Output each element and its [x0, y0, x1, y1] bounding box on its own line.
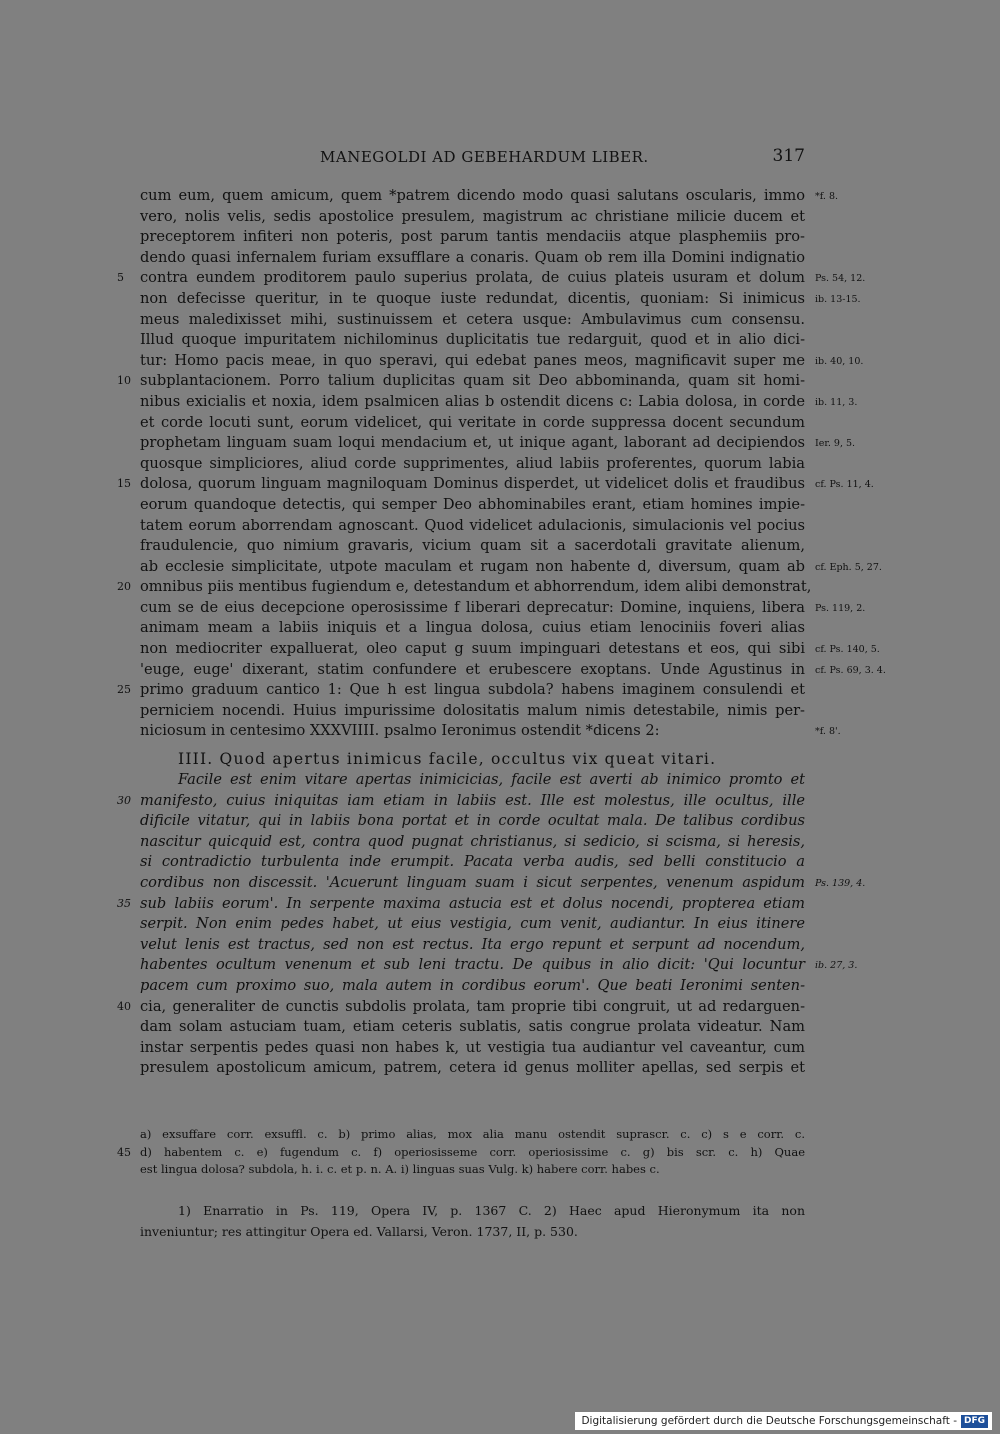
line-text: Illud quoque impuritatem nichilominus duplicitatis tue redarguit, quod et in alio dici- — [140, 331, 805, 349]
text-line — [117, 791, 805, 812]
critical-apparatus — [117, 1126, 805, 1179]
margin-reference: cf. Eph. 5, 27. — [815, 561, 882, 573]
text-line — [117, 577, 812, 598]
section-heading — [140, 742, 805, 770]
line-text: niciosum in centesimo XXXVIIII. psalmo Ieronimus ostendit *dicens 2: — [140, 722, 660, 740]
text-line — [140, 1221, 805, 1242]
running-title: MANEGOLDI AD GEBEHARDUM LIBER. — [320, 148, 649, 166]
text-line — [140, 770, 805, 791]
line-text: eorum quandoque detectis, qui semper Deo abhominabiles erant, etiam homines impie- — [140, 495, 805, 513]
margin-reference: Ps. 139, 4. — [815, 878, 866, 889]
line-text: tur: Homo pacis meae, in quo speravi, qui edebat panes meos, magnificavit super me — [140, 351, 805, 369]
line-text: dam solam astuciam tuam, etiam ceteris sublatis, satis congrue prolata videatur. Nam — [140, 1018, 805, 1036]
line-text: cum se de eius decepcione operosissime f liberari deprecatur: Domine, inquiens, libera — [140, 598, 805, 616]
text-line — [140, 598, 866, 619]
margin-reference: *f. 8. — [815, 191, 839, 202]
line-text: 1) Enarratio in Ps. 119, Opera IV, p. 1367 C. 2) Haec apud Hieronymum ita non — [178, 1203, 805, 1218]
line-text: nascitur quicquid est, contra quod pugnat christianus, si sedicio, si scisma, si heresis, — [140, 832, 805, 850]
line-text: manifesto, cuius iniquitas iam etiam in labiis est. Ille est molestus, ille ocultus, ille — [140, 791, 805, 809]
text-line — [140, 955, 858, 976]
text-line — [140, 832, 805, 853]
line-text: a) exsuffare corr. exsuffl. c. b) primo alias, mox alia manu ostendit suprascr. c. c) s e corr. c. — [140, 1127, 805, 1141]
text-line — [140, 516, 805, 537]
line-text: cum eum, quem amicum, quem *patrem dicendo modo quasi salutans oscularis, immo — [140, 187, 805, 204]
line-number: 5 — [117, 271, 124, 285]
line-text: et corde locuti sunt, eorum videlicet, qui veritate in corde suppressa docent secundum — [140, 413, 805, 431]
line-text: presulem apostolicum amicum, patrem, cetera id genus molliter apellas, sed serpis et — [140, 1059, 805, 1077]
text-line — [140, 721, 841, 742]
text-line — [117, 894, 805, 915]
line-text: si contradictio turbulenta inde erumpit. Pacata verba audis, sed belli constitucio a — [140, 853, 805, 871]
text-line — [140, 1200, 805, 1221]
line-text: habentes ocultum venenum et sub leni tractu. De quibus in alio dicit: 'Qui locuntur — [140, 956, 805, 974]
line-text: perniciem nocendi. Huius impurissime dolositatis malum nimis detestabile, nimis per- — [140, 701, 805, 719]
text-line — [140, 392, 858, 413]
text-line — [117, 997, 805, 1018]
margin-reference: ib. 40, 10. — [815, 355, 864, 367]
text-line — [140, 873, 866, 894]
text-line — [140, 310, 805, 331]
text-line — [140, 207, 805, 228]
line-text: dificile vitatur, qui in labiis bona portat et in corde ocultat mala. De talibus cordibus — [140, 812, 805, 830]
text-line — [140, 660, 886, 681]
source-references — [140, 1200, 805, 1242]
text-line — [140, 536, 805, 557]
line-number: 25 — [117, 683, 131, 697]
line-number: 30 — [117, 793, 131, 807]
line-number: 20 — [117, 580, 131, 594]
line-text: prophetam linguam suam loqui mendacium et, ut inique agant, laborant ad decipiendos — [140, 434, 805, 452]
line-text: IIII. Quod apertus inimicus facile, occultus vix queat vitari. — [178, 750, 717, 769]
line-number: 40 — [117, 999, 131, 1013]
margin-reference: ib. 13-15. — [815, 293, 861, 305]
text-line — [140, 639, 880, 660]
text-line — [140, 1126, 805, 1144]
dfg-logo: DFG — [961, 1415, 988, 1428]
text-line — [140, 852, 805, 873]
text-line — [117, 474, 874, 495]
line-text: animam meam a labiis iniquis et a lingua dolosa, cuius etiam lenociniis foveri alias — [140, 619, 805, 637]
page-number: 317 — [772, 146, 805, 166]
margin-reference: *f. 8'. — [815, 726, 841, 738]
text-line — [140, 1017, 805, 1038]
line-number: 10 — [117, 374, 131, 388]
line-text: cia, generaliter de cunctis subdolis prolata, tam proprie tibi congruit, ut ad redarguen- — [140, 997, 805, 1015]
line-text: est lingua dolosa? subdola, h. i. c. et p. n. A. i) linguas suas Vulg. k) habere corr. habes c. — [140, 1162, 660, 1176]
text-line — [140, 413, 805, 434]
text-line — [140, 811, 805, 832]
margin-reference: cf. Ps. 69, 3. 4. — [815, 664, 886, 676]
text-line — [140, 618, 805, 639]
line-text: nibus exicialis et noxia, idem psalmicen alias b ostendit dicens c: Labia dolosa, in corde — [140, 392, 805, 410]
line-text: cordibus non discessit. 'Acuerunt linguam suam i sicut serpentes, venenum aspidum — [140, 874, 805, 891]
text-line — [140, 1161, 805, 1179]
line-text: serpit. Non enim pedes habet, ut eius vestigia, cum venit, audiantur. In eius itinere — [140, 915, 805, 933]
text-line — [117, 680, 805, 701]
line-text: tatem eorum aborrendam agnoscant. Quod videlicet adulacionis, simulacionis vel pocius — [140, 516, 805, 534]
text-line — [140, 330, 805, 351]
line-text: fraudulencie, quo nimium gravaris, vicium quam sit a sacerdotali gravitate alienum, — [140, 537, 805, 555]
line-text: non mediocriter expalluerat, oleo caput g suum impinguari detestans et eos, qui sibi — [140, 640, 805, 658]
line-text: inveniuntur; res attingitur Opera ed. Vallarsi, Veron. 1737, II, p. 530. — [140, 1224, 578, 1239]
line-text: contra eundem proditorem paulo superius prolata, de cuius plateis usuram et dolum — [140, 269, 805, 287]
text-line — [140, 289, 861, 310]
line-text: vero, nolis velis, sedis apostolice presulem, magistrum ac christiane milicie ducem et — [140, 207, 805, 225]
margin-reference: cf. Ps. 140, 5. — [815, 644, 880, 656]
margin-reference: Ps. 119, 2. — [815, 602, 866, 614]
line-text: meus maledixisset mihi, sustinuissem et cetera usque: Ambulavimus cum consensu. — [140, 310, 805, 328]
line-text: Facile est enim vitare apertas inimicicias, facile est averti ab inimico promto et — [178, 771, 805, 789]
line-text: primo graduum cantico 1: Que h est lingua subdola? habens imaginem consulendi et — [140, 681, 805, 699]
margin-reference: ib. 27, 3. — [815, 960, 858, 972]
line-text: dolosa, quorum linguam magniloquam Dominus disperdet, ut videlicet dolis et fraudibus — [140, 475, 805, 493]
text-line — [140, 701, 805, 722]
text-line — [140, 351, 864, 372]
line-number: 15 — [117, 477, 131, 491]
text-line — [140, 495, 805, 516]
line-text: pacem cum proximo suo, mala autem in cordibus eorum'. Que beati Ieronimi senten- — [140, 976, 805, 994]
line-text: velut lenis est tractus, sed non est rectus. Ita ergo repunt et serpunt ad nocendum, — [140, 935, 805, 953]
main-text — [117, 186, 886, 1079]
text-line — [140, 186, 839, 207]
text-line — [140, 1038, 805, 1059]
margin-reference: Ier. 9, 5. — [815, 438, 856, 450]
line-text: preceptorem infiteri non poteris, post parum tantis mendaciis atque plasphemiis pro- — [140, 228, 805, 246]
line-text: sub labiis eorum'. In serpente maxima astucia est et dolus nocendi, propterea etiam — [140, 894, 805, 912]
text-line — [140, 248, 805, 269]
text-line — [140, 227, 805, 248]
line-text: subplantacionem. Porro talium duplicitas quam sit Deo abbominanda, quam sit homi- — [140, 372, 805, 390]
line-text: omnibus piis mentibus fugiendum e, detestandum et abhorrendum, idem alibi demonstrat, — [140, 578, 812, 596]
text-line — [117, 371, 805, 392]
margin-reference: ib. 11, 3. — [815, 396, 858, 408]
line-text: ab ecclesie simplicitate, utpote maculam et rugam non habente d, diversum, quam ab — [140, 557, 805, 575]
line-number: 45 — [117, 1145, 131, 1159]
line-text: 'euge, euge' dixerant, statim confundere et erubescere exoptans. Unde Agustinus in — [140, 660, 805, 678]
text-line — [117, 1144, 805, 1162]
line-text: d) habentem c. e) fugendum c. f) operiosisseme corr. operiosissime c. g) bis scr. c. h) Quae — [140, 1144, 805, 1159]
margin-reference: cf. Ps. 11, 4. — [815, 479, 874, 491]
line-text: instar serpentis pedes quasi non habes k, ut vestigia tua audiantur vel caveantur, cum — [140, 1038, 805, 1056]
margin-reference: Ps. 54, 12. — [815, 273, 866, 285]
funding-text: Digitalisierung gefördert durch die Deutsche Forschungsgemeinschaft - — [581, 1415, 957, 1427]
text-line — [140, 433, 856, 454]
dfg-funding-banner[interactable] — [575, 1412, 992, 1430]
line-text: quosque simpliciores, aliud corde supprimentes, aliud labiis proferentes, quorum labia — [140, 454, 805, 472]
line-text: dendo quasi infernalem furiam exsufflare a conaris. Quam ob rem illa Domini indignatio — [140, 248, 805, 266]
running-header — [140, 148, 805, 170]
text-line — [117, 268, 866, 289]
line-number: 35 — [117, 896, 131, 910]
text-line — [140, 976, 805, 997]
line-text: non defecisse queritur, in te quoque iuste redundat, dicentis, quoniam: Si inimicus — [140, 289, 805, 307]
text-line — [140, 914, 805, 935]
text-line — [140, 557, 882, 578]
text-line — [140, 1058, 805, 1079]
text-line — [140, 454, 805, 475]
text-line — [140, 935, 805, 956]
